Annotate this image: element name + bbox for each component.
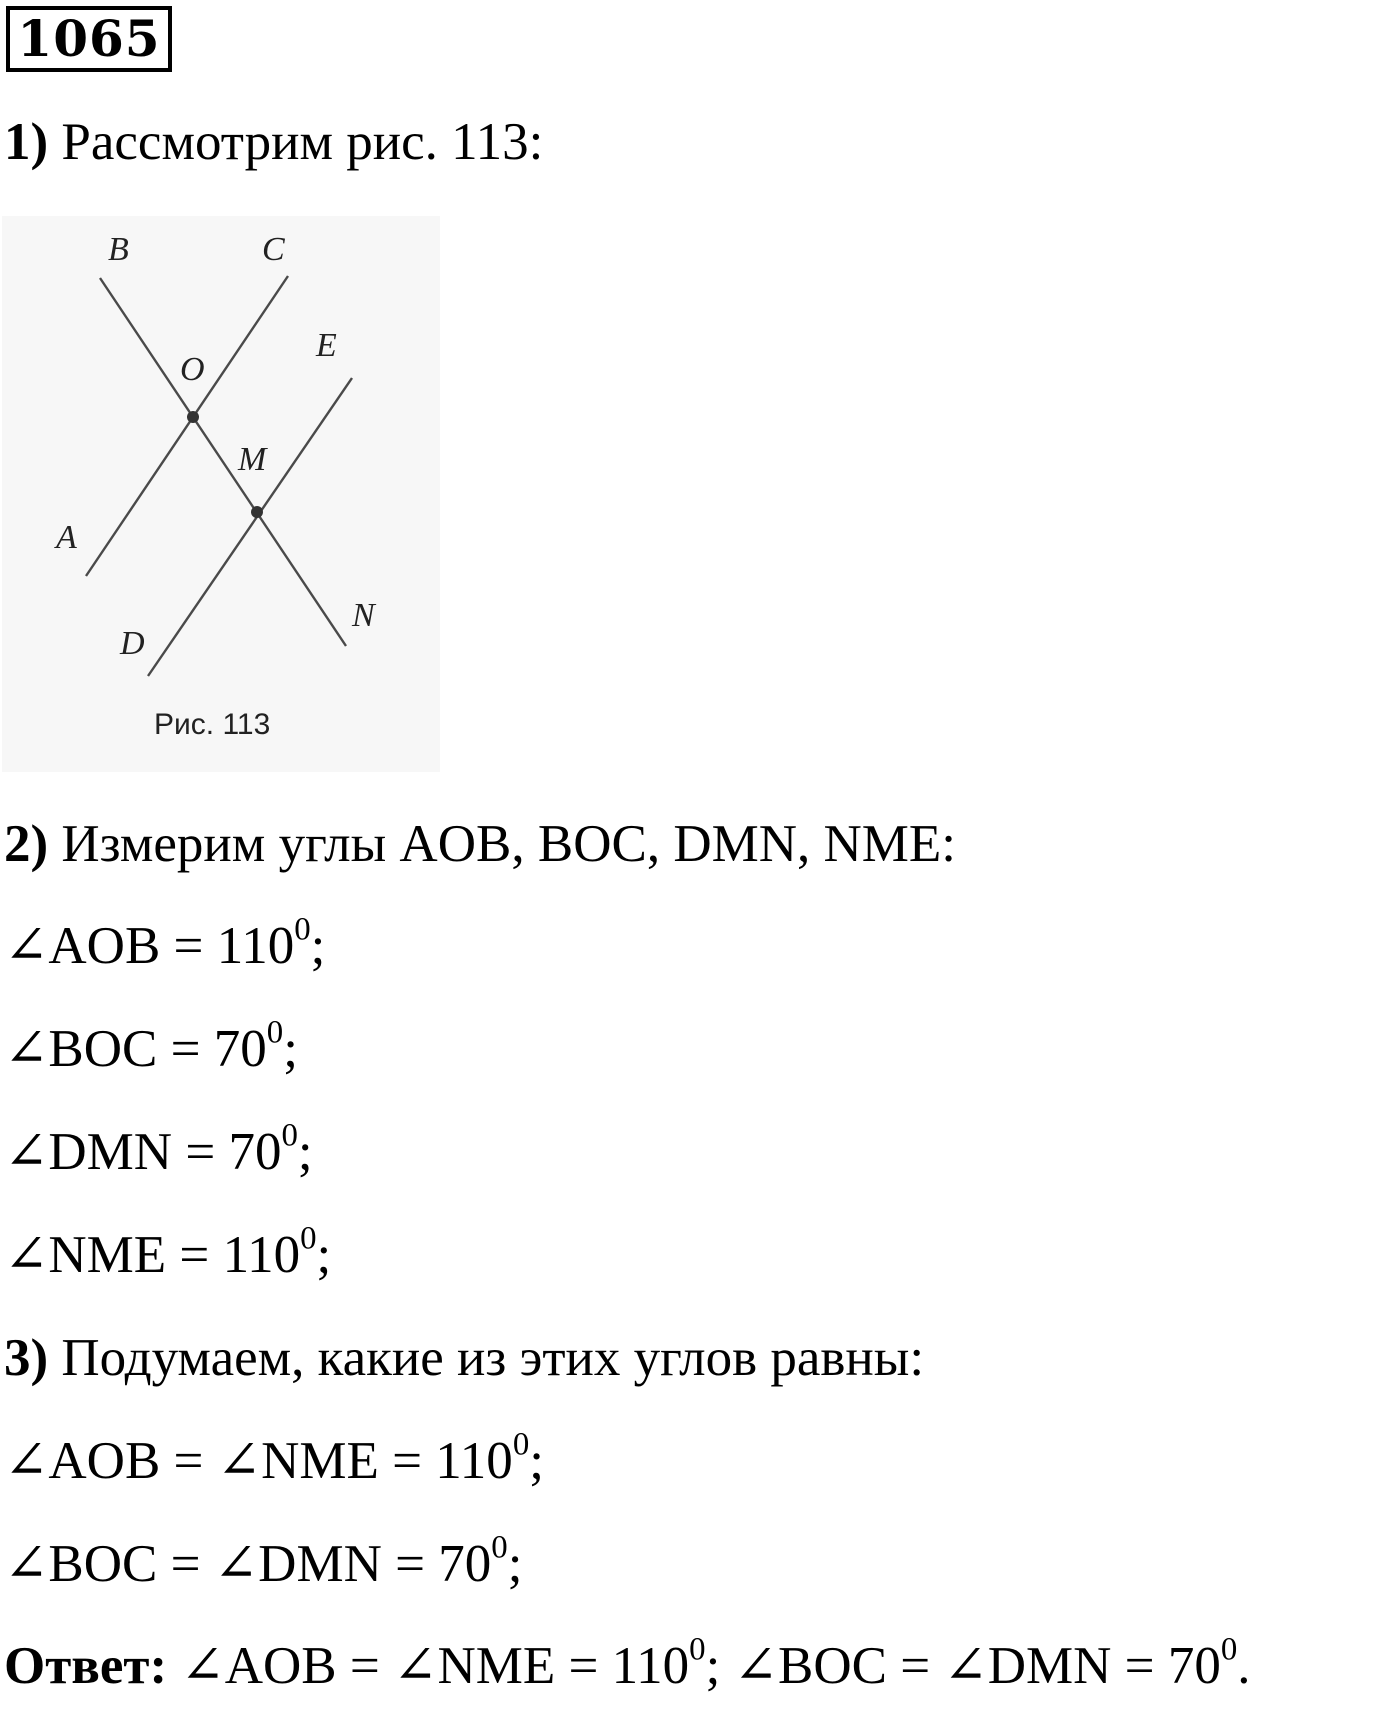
angle-value: ∠AOB = 110 — [4, 917, 295, 975]
punctuation: ; — [316, 1226, 332, 1284]
equality-line — [4, 1426, 544, 1490]
label-b: B — [108, 231, 129, 268]
step-1 — [4, 113, 544, 171]
degree-mark: 0 — [300, 1220, 317, 1257]
step-2 — [4, 815, 956, 873]
label-c: C — [262, 231, 285, 268]
label-n: N — [352, 597, 375, 634]
degree-mark: 0 — [491, 1529, 508, 1566]
label-o: O — [180, 351, 205, 388]
step-3-text: Подумаем, какие из этих углов равны: — [61, 1329, 925, 1387]
answer-label: Ответ: — [4, 1637, 168, 1695]
answer-part-1: ∠AOB = ∠NME = 110 — [180, 1637, 690, 1695]
punctuation: ; — [529, 1432, 544, 1490]
equality-expression: ∠AOB = ∠NME = 110 — [4, 1432, 513, 1490]
label-e: E — [316, 327, 337, 364]
line-de — [148, 378, 352, 676]
answer-line — [4, 1631, 1251, 1695]
punctuation: . — [1237, 1637, 1251, 1695]
figure-caption: Рис. 113 — [154, 708, 271, 741]
angle-line — [4, 1117, 313, 1181]
punctuation: ; — [507, 1535, 523, 1593]
angle-line — [4, 911, 326, 975]
problem-number: 1065 — [6, 6, 172, 72]
degree-mark: 0 — [281, 1117, 298, 1154]
step-2-text: Измерим углы AOB, BOC, DMN, NME: — [61, 815, 956, 873]
degree-mark: 0 — [689, 1631, 706, 1668]
angle-value: ∠DMN = 70 — [4, 1123, 282, 1181]
degree-mark: 0 — [1220, 1631, 1238, 1668]
degree-mark: 0 — [294, 911, 311, 948]
label-d: D — [120, 625, 145, 662]
angle-value: ∠NME = 110 — [4, 1226, 301, 1284]
punctuation: ; — [283, 1020, 298, 1078]
step-3-number: 3) — [4, 1329, 49, 1387]
angle-line — [4, 1220, 332, 1284]
step-3 — [4, 1329, 925, 1387]
equality-line — [4, 1529, 523, 1593]
degree-mark: 0 — [512, 1426, 530, 1463]
step-1-number: 1) — [4, 113, 49, 171]
step-2-number: 2) — [4, 815, 49, 873]
line-bn — [100, 278, 346, 646]
degree-mark: 0 — [266, 1014, 284, 1051]
angle-value: ∠BOC = 70 — [4, 1020, 267, 1078]
geometry-figure — [2, 216, 440, 772]
figure-113 — [2, 216, 440, 772]
label-m: M — [238, 441, 267, 478]
angle-line — [4, 1014, 298, 1078]
punctuation: ; — [297, 1123, 313, 1181]
label-a: A — [56, 519, 77, 556]
point-o — [187, 411, 199, 423]
punctuation: ; — [310, 917, 326, 975]
answer-part-2: ; ∠BOC = ∠DMN = 70 — [705, 1637, 1221, 1695]
step-1-text: Рассмотрим рис. 113: — [61, 113, 544, 171]
line-ac — [86, 276, 288, 576]
point-m — [251, 506, 263, 518]
equality-expression: ∠BOC = ∠DMN = 70 — [4, 1535, 492, 1593]
